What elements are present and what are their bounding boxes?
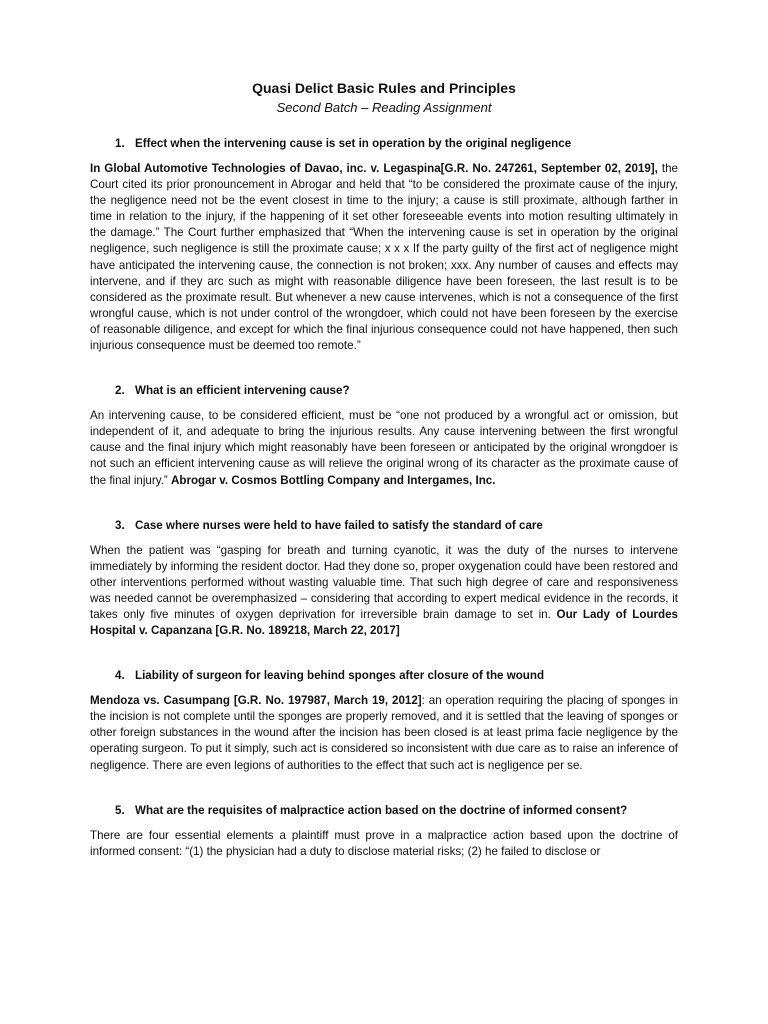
document-title: Quasi Delict Basic Rules and Principles (252, 80, 516, 96)
section-heading (90, 384, 678, 397)
section-paragraph (90, 828, 678, 860)
section-heading-text: What are the requisites of malpractice action based on the doctrine of informed consent? (135, 803, 628, 817)
case-citation: In Global Automotive Technologies of Davao, inc. v. Legaspina[G.R. No. 247261, September 02, 2019], (90, 162, 658, 175)
section-5 (90, 804, 678, 860)
section-heading (90, 137, 678, 150)
section-1 (90, 137, 678, 354)
section-number: 3. (115, 518, 125, 532)
paragraph-text: When the patient was “gasping for breath and turning cyanotic, it was the duty of the nurses to intervene immediately by informing the resident doctor. Had they done so, proper oxygenation could have been restored and other interventions performed without wasting valuable time. That such high degree of care and responsiveness was needed cannot be overemphasized – considering that according to expert medical evidence in the records, it takes only five minutes of oxygen deprivation for irreversible brain damage to set in. (90, 543, 678, 621)
section-paragraph (90, 408, 678, 488)
section-2 (90, 384, 678, 488)
section-heading-text: Liability of surgeon for leaving behind sponges after closure of the wound (135, 669, 545, 683)
section-number: 2. (115, 384, 125, 398)
section-number: 1. (115, 137, 125, 150)
section-heading-text: Case where nurses were held to have failed to satisfy the standard of care (135, 518, 543, 532)
document-subtitle: Second Batch – Reading Assignment (276, 100, 492, 115)
case-citation: Our Lady of Lourdes Hospital v. Capanzana [G.R. No. 189218, March 22, 2017] (90, 607, 679, 638)
section-3 (90, 519, 678, 640)
case-citation: Abrogar v. Cosmos Bottling Company and Intergames, Inc. (170, 473, 496, 487)
section-heading-text: Effect when the intervening cause is set in operation by the original negligence (135, 137, 572, 150)
section-heading (90, 669, 678, 682)
section-paragraph (90, 161, 678, 354)
paragraph-text: the Court cited its prior pronouncement in Abrogar and held that “to be considered the proximate cause of the injury, the negligence need not be the event closest in time to the injury; a cause is still proximate, although farther in time in relation to the injury, if the happening of it set other foreseeable events into motion resulting ultimately in the damage.” The Court further emphasized that “When the intervening cause is set in operation by the original negligence, such negligence is still the proximate cause; x x x If the party guilty of the first act of negligence might have anticipated the intervening cause, the connection is not broken; xxx. Any number of causes and effects may intervene, and if they arc such as might with reasonable diligence have been foreseen, the last result is to be considered as the proximate result. But whenever a new cause intervenes, which is not a consequence of the first wrongful cause, which is not under control of the wrongdoer, which could not have been foreseen by the exercise of reasonable diligence, and except for which the final injurious consequence could not have happened, then such injurious consequence must be deemed too remote.” (90, 162, 678, 353)
section-paragraph (90, 543, 678, 640)
case-citation: Mendoza vs. Casumpang [G.R. No. 197987, March 19, 2012] (90, 694, 422, 708)
section-paragraph (90, 693, 678, 773)
section-heading (90, 804, 678, 817)
section-4 (90, 669, 678, 773)
paragraph-text: An intervening cause, to be considered efficient, must be “one not produced by a wrongful act or omission, but independent of it, and adequate to bring the injurious results. Any cause intervening between the first wrongful cause and the final injury which might reasonably have been foreseen or anticipated by the original wrongdoer is not such an efficient intervening cause as will relieve the original wrong of its character as the proximate cause of the final injury.” (90, 409, 678, 487)
section-number: 5. (115, 803, 125, 817)
section-number: 4. (115, 669, 125, 683)
section-heading (90, 519, 678, 532)
paragraph-text: : an operation requiring the placing of sponges in the incision is not complete until the sponges are properly removed, and it is settled that the leaving of sponges or other foreign substances in the wound after the incision has been closed is at least prima facie negligence by the operating surgeon. To put it simply, such act is considered so inconsistent with due care as to raise an inference of negligence. There are even legions of authorities to the effect that such act is negligence per se. (90, 694, 678, 772)
section-heading-text: What is an efficient intervening cause? (135, 384, 350, 398)
paragraph-text: There are four essential elements a plaintiff must prove in a malpractice action based upon the doctrine of informed consent: “(1) the physician had a duty to disclose material risks; (2) he failed to disclose or (90, 828, 678, 858)
